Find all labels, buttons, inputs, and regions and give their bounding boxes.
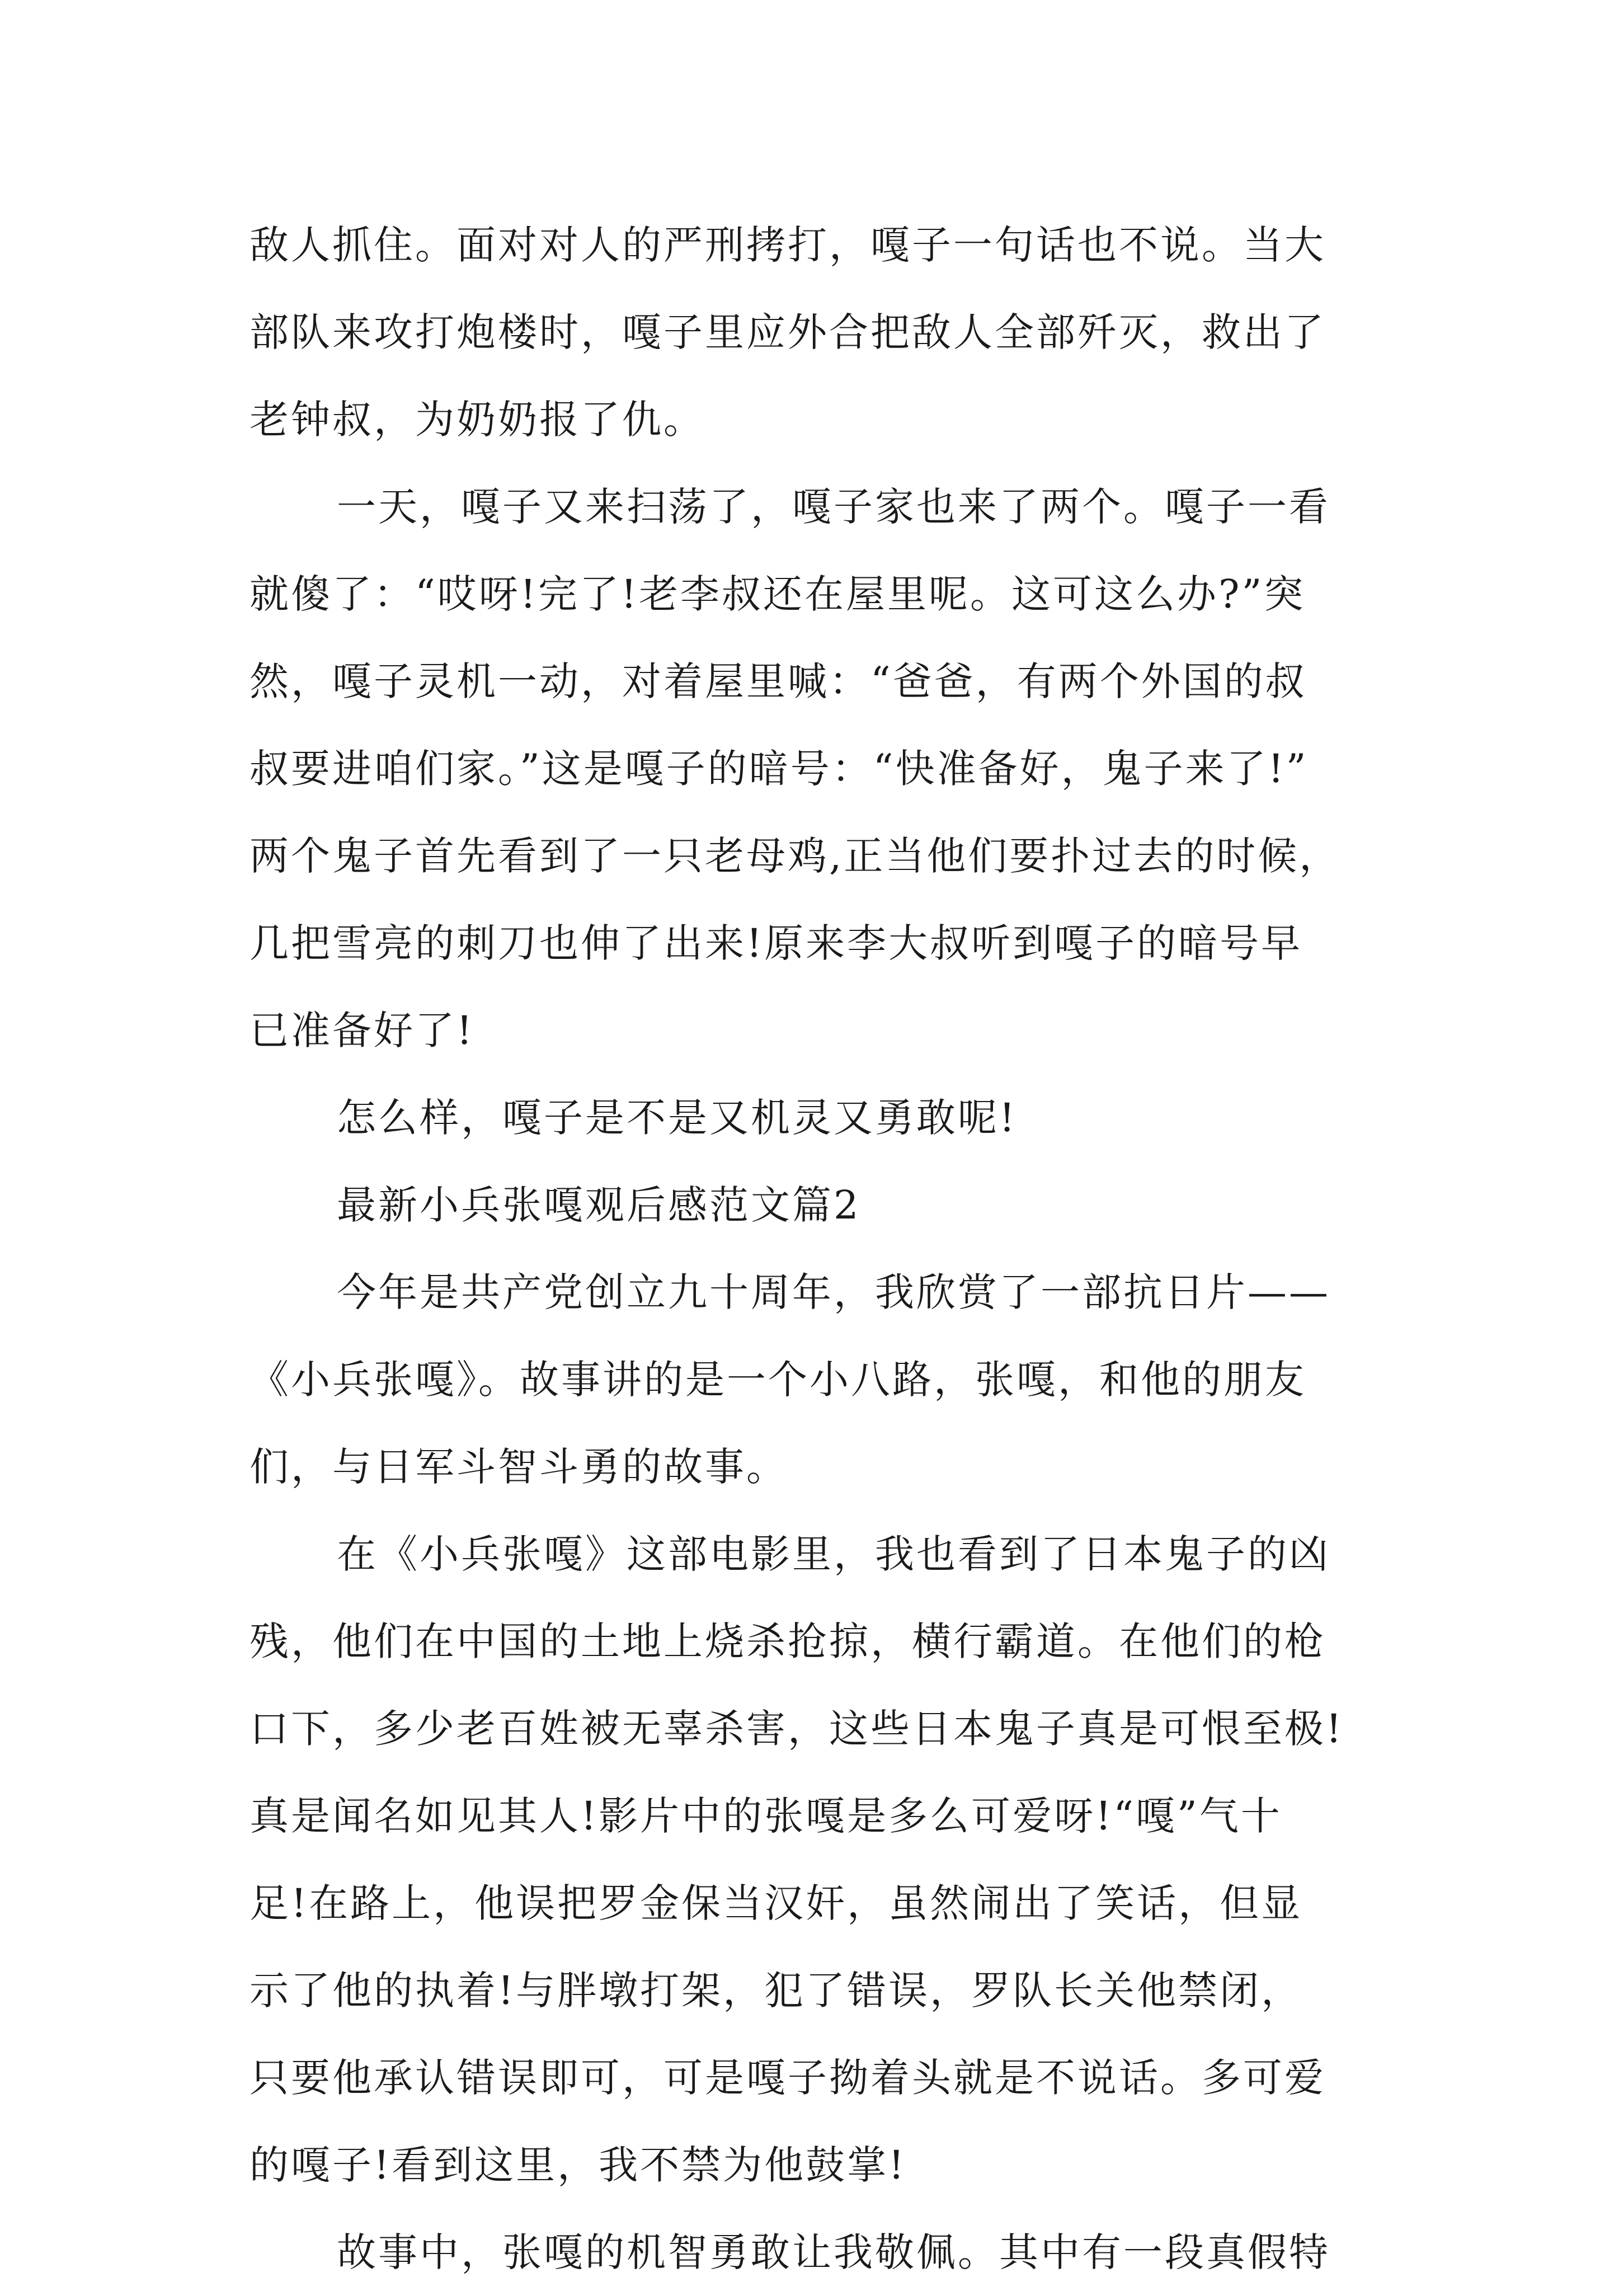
text-line: 已准备好了! [250, 1008, 475, 1053]
document-body [250, 201, 1380, 2296]
text-line: 敌人抓住。面对对人的严刑拷打，嘎子一句话也不说。当大 [250, 222, 1326, 268]
text-line: 的嘎子!看到这里，我不禁为他鼓掌! [250, 2142, 907, 2188]
paragraph-start-line: 在《小兵张嘎》这部电影里，我也看到了日本鬼子的凶 [337, 1531, 1330, 1577]
text-line: 足!在路上，他误把罗金保当汉奸，虽然闹出了笑话，但显 [250, 1880, 1303, 1926]
text-line: 老钟叔，为奶奶报了仇。 [250, 397, 705, 443]
text-line: 然，嘎子灵机一动，对着屋里喊：“爸爸，有两个外国的叔 [250, 658, 1307, 704]
text-line: 口下，多少老百姓被无辜杀害，这些日本鬼子真是可恨至极! [250, 1706, 1344, 1752]
text-line: 只要他承认错误即可，可是嘎子拗着头就是不说话。多可爱 [250, 2055, 1326, 2101]
paragraph-start-line: 今年是共产党创立九十周年，我欣赏了一部抗日片—— [337, 1269, 1330, 1315]
text-line: 就傻了：“哎呀!完了!老李叔还在屋里呢。这可这么办?”突 [250, 571, 1306, 617]
text-line: 《小兵张嘎》。故事讲的是一个小八路，张嘎，和他的朋友 [250, 1357, 1306, 1403]
text-line: 两个鬼子首先看到了一只老母鸡,正当他们要扑过去的时候， [250, 833, 1341, 879]
text-line: 残，他们在中国的土地上烧杀抢掠，横行霸道。在他们的枪 [250, 1619, 1326, 1664]
text-line: 部队来攻打炮楼时，嘎子里应外合把敌人全部歼灭，救出了 [250, 309, 1326, 355]
text-line: 叔要进咱们家。”这是嘎子的暗号：“快准备好，鬼子来了!” [250, 746, 1309, 792]
paragraph-start-line: 故事中，张嘎的机智勇敢让我敬佩。其中有一段真假特 [337, 2229, 1330, 2275]
text-line: 真是闻名如见其人!影片中的张嘎是多么可爱呀!“嘎”气十 [250, 1793, 1282, 1839]
paragraph-start-line: 怎么样，嘎子是不是又机灵又勇敢呢! [337, 1095, 1018, 1141]
paragraph-start-line: 一天，嘎子又来扫荡了，嘎子家也来了两个。嘎子一看 [337, 484, 1330, 530]
text-line: 示了他的执着!与胖墩打架，犯了错误，罗队长关他禁闭， [250, 1968, 1303, 2013]
text-line: 们，与日军斗智斗勇的故事。 [250, 1444, 788, 1490]
text-line: 几把雪亮的刺刀也伸了出来!原来李大叔听到嘎子的暗号早 [250, 920, 1303, 966]
section-heading: 最新小兵张嘎观后感范文篇2 [337, 1182, 861, 1228]
